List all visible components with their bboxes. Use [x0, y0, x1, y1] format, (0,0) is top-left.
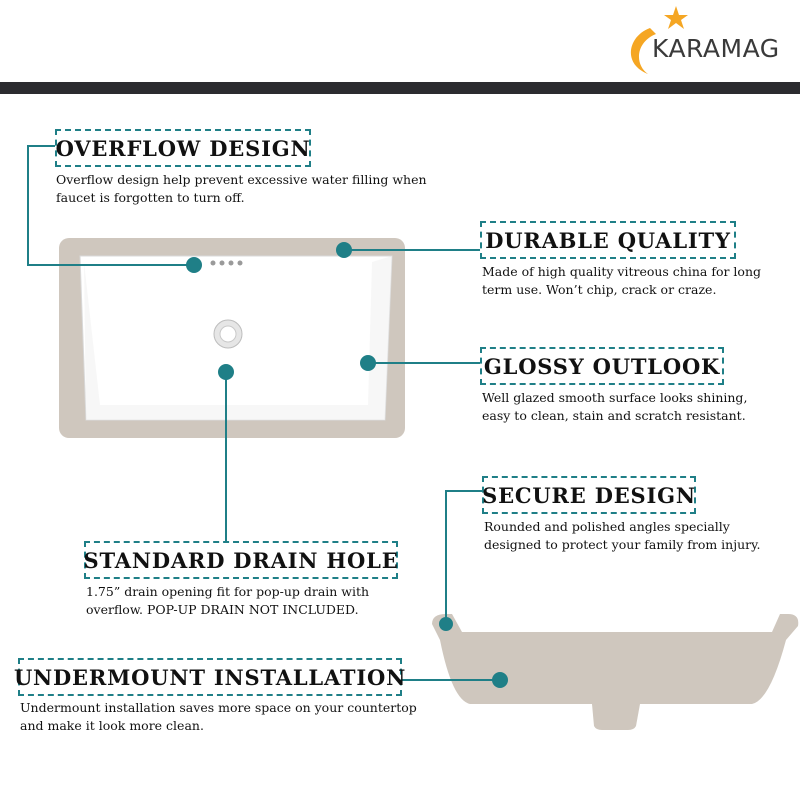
feature-desc-standard-drain-hole	[86, 583, 369, 619]
feature-desc-glossy-outlook	[482, 389, 747, 425]
desc-line: Made of high quality vitreous china for long	[482, 264, 762, 279]
desc-line: 1.75” drain opening fit for pop-up drain with	[86, 584, 370, 599]
desc-line: Rounded and polished angles specially	[484, 519, 730, 534]
feature-desc-durable-quality	[482, 263, 761, 299]
feature-title-durable-quality: DURABLE QUALITY	[480, 221, 736, 259]
desc-line: Undermount installation saves more space on your countertop	[20, 700, 417, 715]
sink-top-view	[59, 238, 405, 438]
desc-line: Well glazed smooth surface looks shining,	[482, 390, 748, 405]
feature-title-standard-drain-hole: STANDARD DRAIN HOLE	[84, 541, 398, 579]
feature-desc-undermount-installation	[20, 699, 417, 735]
feature-title-undermount-installation: UNDERMOUNT INSTALLATION	[18, 658, 402, 696]
feature-title-secure-design: SECURE DESIGN	[482, 476, 696, 514]
feature-desc-overflow-design	[56, 171, 427, 207]
desc-line: Overflow design help prevent excessive water filling when	[56, 172, 427, 187]
brand-name: KARAMAG	[652, 34, 780, 63]
desc-line: designed to protect your family from injury.	[484, 537, 761, 552]
feature-desc-secure-design	[484, 518, 761, 554]
feature-title-glossy-outlook: GLOSSY OUTLOOK	[480, 347, 724, 385]
desc-line: overflow. POP-UP DRAIN NOT INCLUDED.	[86, 602, 359, 617]
feature-title-overflow-design: OVERFLOW DESIGN	[55, 129, 311, 167]
desc-line: term use. Won’t chip, crack or craze.	[482, 282, 717, 297]
desc-line: and make it look more clean.	[20, 718, 204, 733]
sink-side-view	[432, 614, 798, 730]
desc-line: faucet is forgotten to turn off.	[56, 190, 245, 205]
overflow-hole-icon	[211, 261, 216, 266]
desc-line: easy to clean, stain and scratch resistant.	[482, 408, 746, 423]
